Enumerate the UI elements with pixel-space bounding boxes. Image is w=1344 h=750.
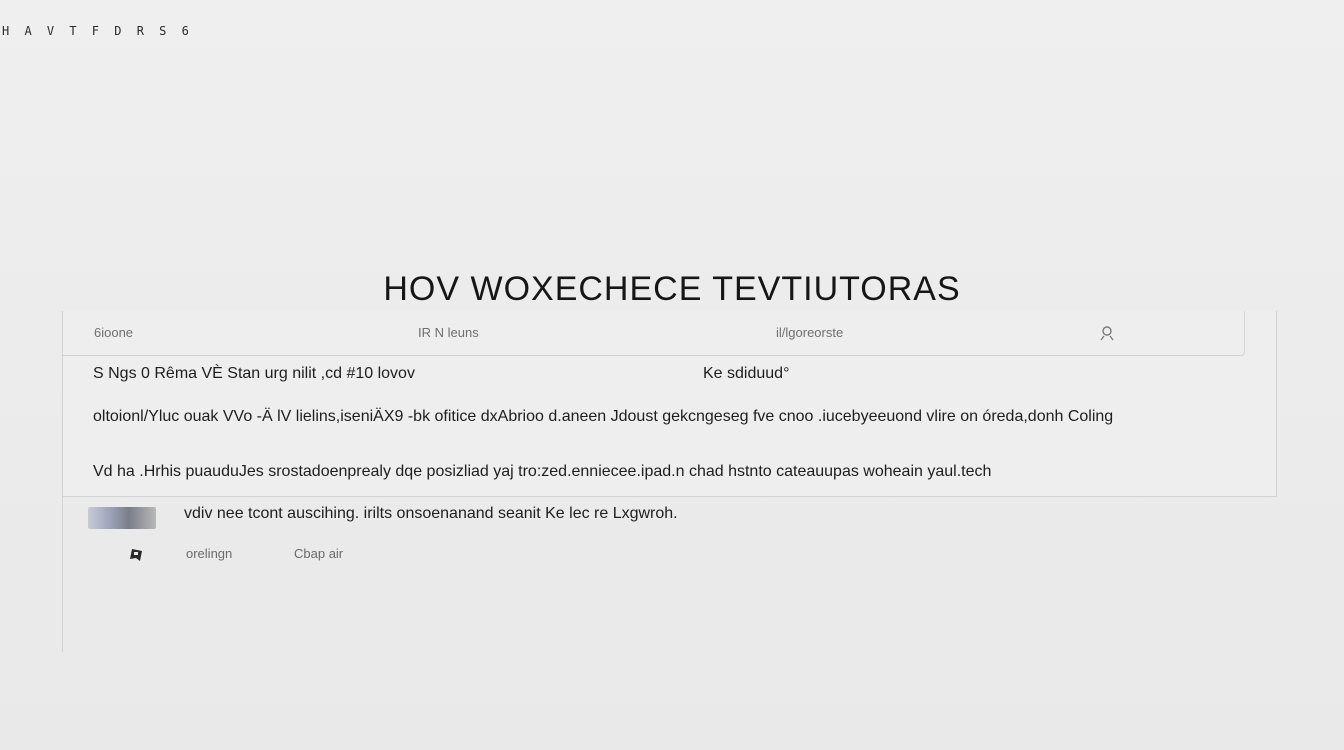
column-header-2[interactable]: IR N leuns [418,325,479,340]
table-row-1-right: Ke sdiduud° [703,365,790,382]
attachment-thumbnail[interactable] [88,507,156,529]
panel-border [62,496,63,652]
table-row-3: Vd ha .Hrhis puauduJes srostadoenprealy dqe posizliad yaj tro:zed.enniecee.ipad.n chad hstnto cateauupas woheain yaul.tech [93,463,992,480]
results-panel [62,311,1277,497]
bookmark-icon[interactable] [128,546,146,564]
column-header-3[interactable]: il/lgoreorste [776,325,844,340]
brand-logo[interactable]: H A V T F D R S 6 [2,24,193,38]
action-link-2[interactable]: Cbap air [294,546,344,561]
table-header [63,311,1245,356]
user-icon[interactable] [1099,325,1115,341]
attachment-text: vdiv nee tcont auscihing. irilts onsoenanand seanit Ke lec re Lxgwroh. [184,505,678,522]
action-link-1[interactable]: orelingn [186,546,233,561]
page-title: HOV WOXECHECE TEVTIUTORAS [383,270,961,308]
table-row-2: oltoionl/Yluc ouak VVo -Ä lV lielins,iseniÄX9 -bk ofitice dxAbrioo d.aneen Jdoust gekcngeseg fve cnoo .iucebyeeuond vlire on óreda,donh Coling [93,408,1114,425]
table-row-1-left: S Ngs 0 Rêma VÈ Stan urg nilit ,cd #10 lovov [93,365,415,382]
column-header-1[interactable]: 6ioone [94,325,134,340]
